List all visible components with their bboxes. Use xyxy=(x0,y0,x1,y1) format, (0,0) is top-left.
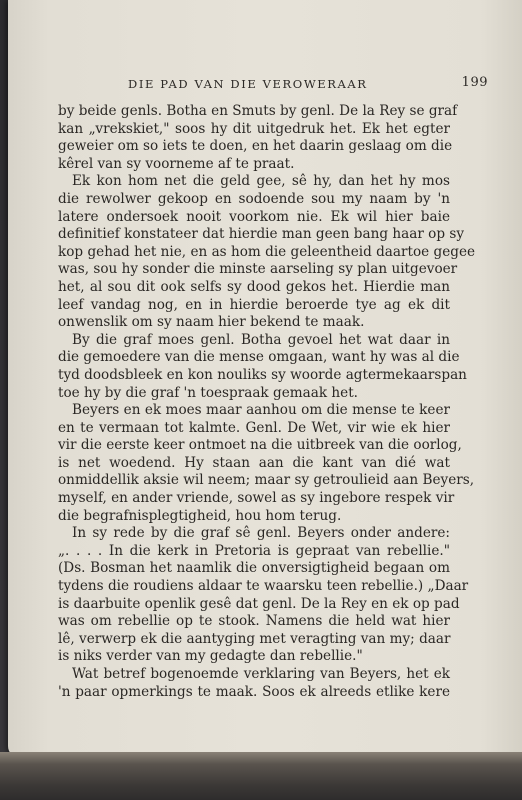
text-line: 'n paar opmerkings te maak. Soos ek alreeds etlike kere xyxy=(58,683,450,700)
text-line: lê, verwerp ek die aantyging met veragting van my; daar xyxy=(58,630,451,647)
text-line: Wat betref bogenoemde verklaring van Beyers, het ek xyxy=(72,666,450,682)
book-page xyxy=(8,0,522,758)
text-line: kop gehad het nie, en as hom die geleentheid daartoe gegee xyxy=(58,243,476,260)
text-line: toe hy by die graf 'n toespraak gemaak het. xyxy=(58,384,358,401)
text-line: by beide genls. Botha en Smuts by genl. De la Rey se graf xyxy=(58,103,458,119)
text-line: tydens die roudiens aldaar te waarsku teen rebellie.) „Daar xyxy=(58,578,469,595)
text-line: geweier om so iets te doen, en het daarin geslaag om die xyxy=(58,138,453,155)
text-line: (Ds. Bosman het naamlik die onversigtigheid begaan om xyxy=(58,560,450,577)
text-line: Beyers en ek moes maar aanhou om die mense te keer xyxy=(72,402,450,419)
text-line: kêrel van sy voorneme af te praat. xyxy=(58,155,295,172)
text-line: was om rebellie op te stook. Namens die held wat hier xyxy=(58,613,450,630)
page-number: 199 xyxy=(461,75,488,90)
text-line: By die graf moes genl. Botha gevoel het wat daar in xyxy=(72,331,450,348)
text-line: leef vandag nog, en in hierdie beroerde tye ag ek dit xyxy=(58,296,450,313)
text-line: Ek kon hom net die geld gee, sê hy, dan het hy mos xyxy=(72,173,450,190)
running-title: DIE PAD VAN DIE VEROWERAAR xyxy=(128,77,368,91)
text-line: was, sou hy sonder die minste aarseling sy plan uitgevoer xyxy=(58,261,458,278)
text-line: onmiddellik aksie wil neem; maar sy getroulieid aan Beyers, xyxy=(58,472,475,489)
text-line: is daarbuite openlik gesê dat genl. De la Rey en ek op pad xyxy=(58,595,460,612)
text-line: is niks verder van my gedagte dan rebellie." xyxy=(58,648,363,665)
text-line: vir die eerste keer ontmoet na die uitbreek van die oorlog, xyxy=(58,437,462,454)
text-line: kan „vrekskiet," soos hy dit uitgedruk het. Ek het egter xyxy=(58,120,450,137)
text-line: onwenslik om sy naam hier bekend te maak. xyxy=(58,314,365,331)
text-line: In sy rede by die graf sê genl. Beyers onder andere: xyxy=(72,525,450,542)
running-header xyxy=(128,77,488,97)
text-line: „. . . . In die kerk in Pretoria is gepraat van rebellie." xyxy=(58,542,450,559)
page-bottom-edge xyxy=(0,752,522,800)
body-text xyxy=(58,103,476,701)
text-line: en te vermaan tot kalmte. Genl. De Wet, vir wie ek hier xyxy=(58,419,450,436)
text-line: is net woedend. Hy staan aan die kant van dié wat xyxy=(58,454,450,471)
text-line: die rewolwer gekoop en sodoende sou my naam by 'n xyxy=(58,190,450,207)
text-line: definitief konstateer dat hierdie man geen bang haar op sy xyxy=(58,226,465,243)
text-line: myself, en ander vriende, sowel as sy ingebore respek vir xyxy=(58,490,455,507)
text-line: latere ondersoek nooit voorkom nie. Ek wil hier baie xyxy=(58,208,450,225)
text-line: die begrafnisplegtigheid, hou hom terug. xyxy=(58,507,342,524)
text-line: het, al sou dit ook selfs sy dood gekos het. Hierdie man xyxy=(58,278,450,295)
text-line: tyd doodsbleek en kon nouliks sy woorde agtermekaarspan xyxy=(58,366,467,383)
text-line: die gemoedere van die mense omgaan, want hy was al die xyxy=(58,349,460,366)
